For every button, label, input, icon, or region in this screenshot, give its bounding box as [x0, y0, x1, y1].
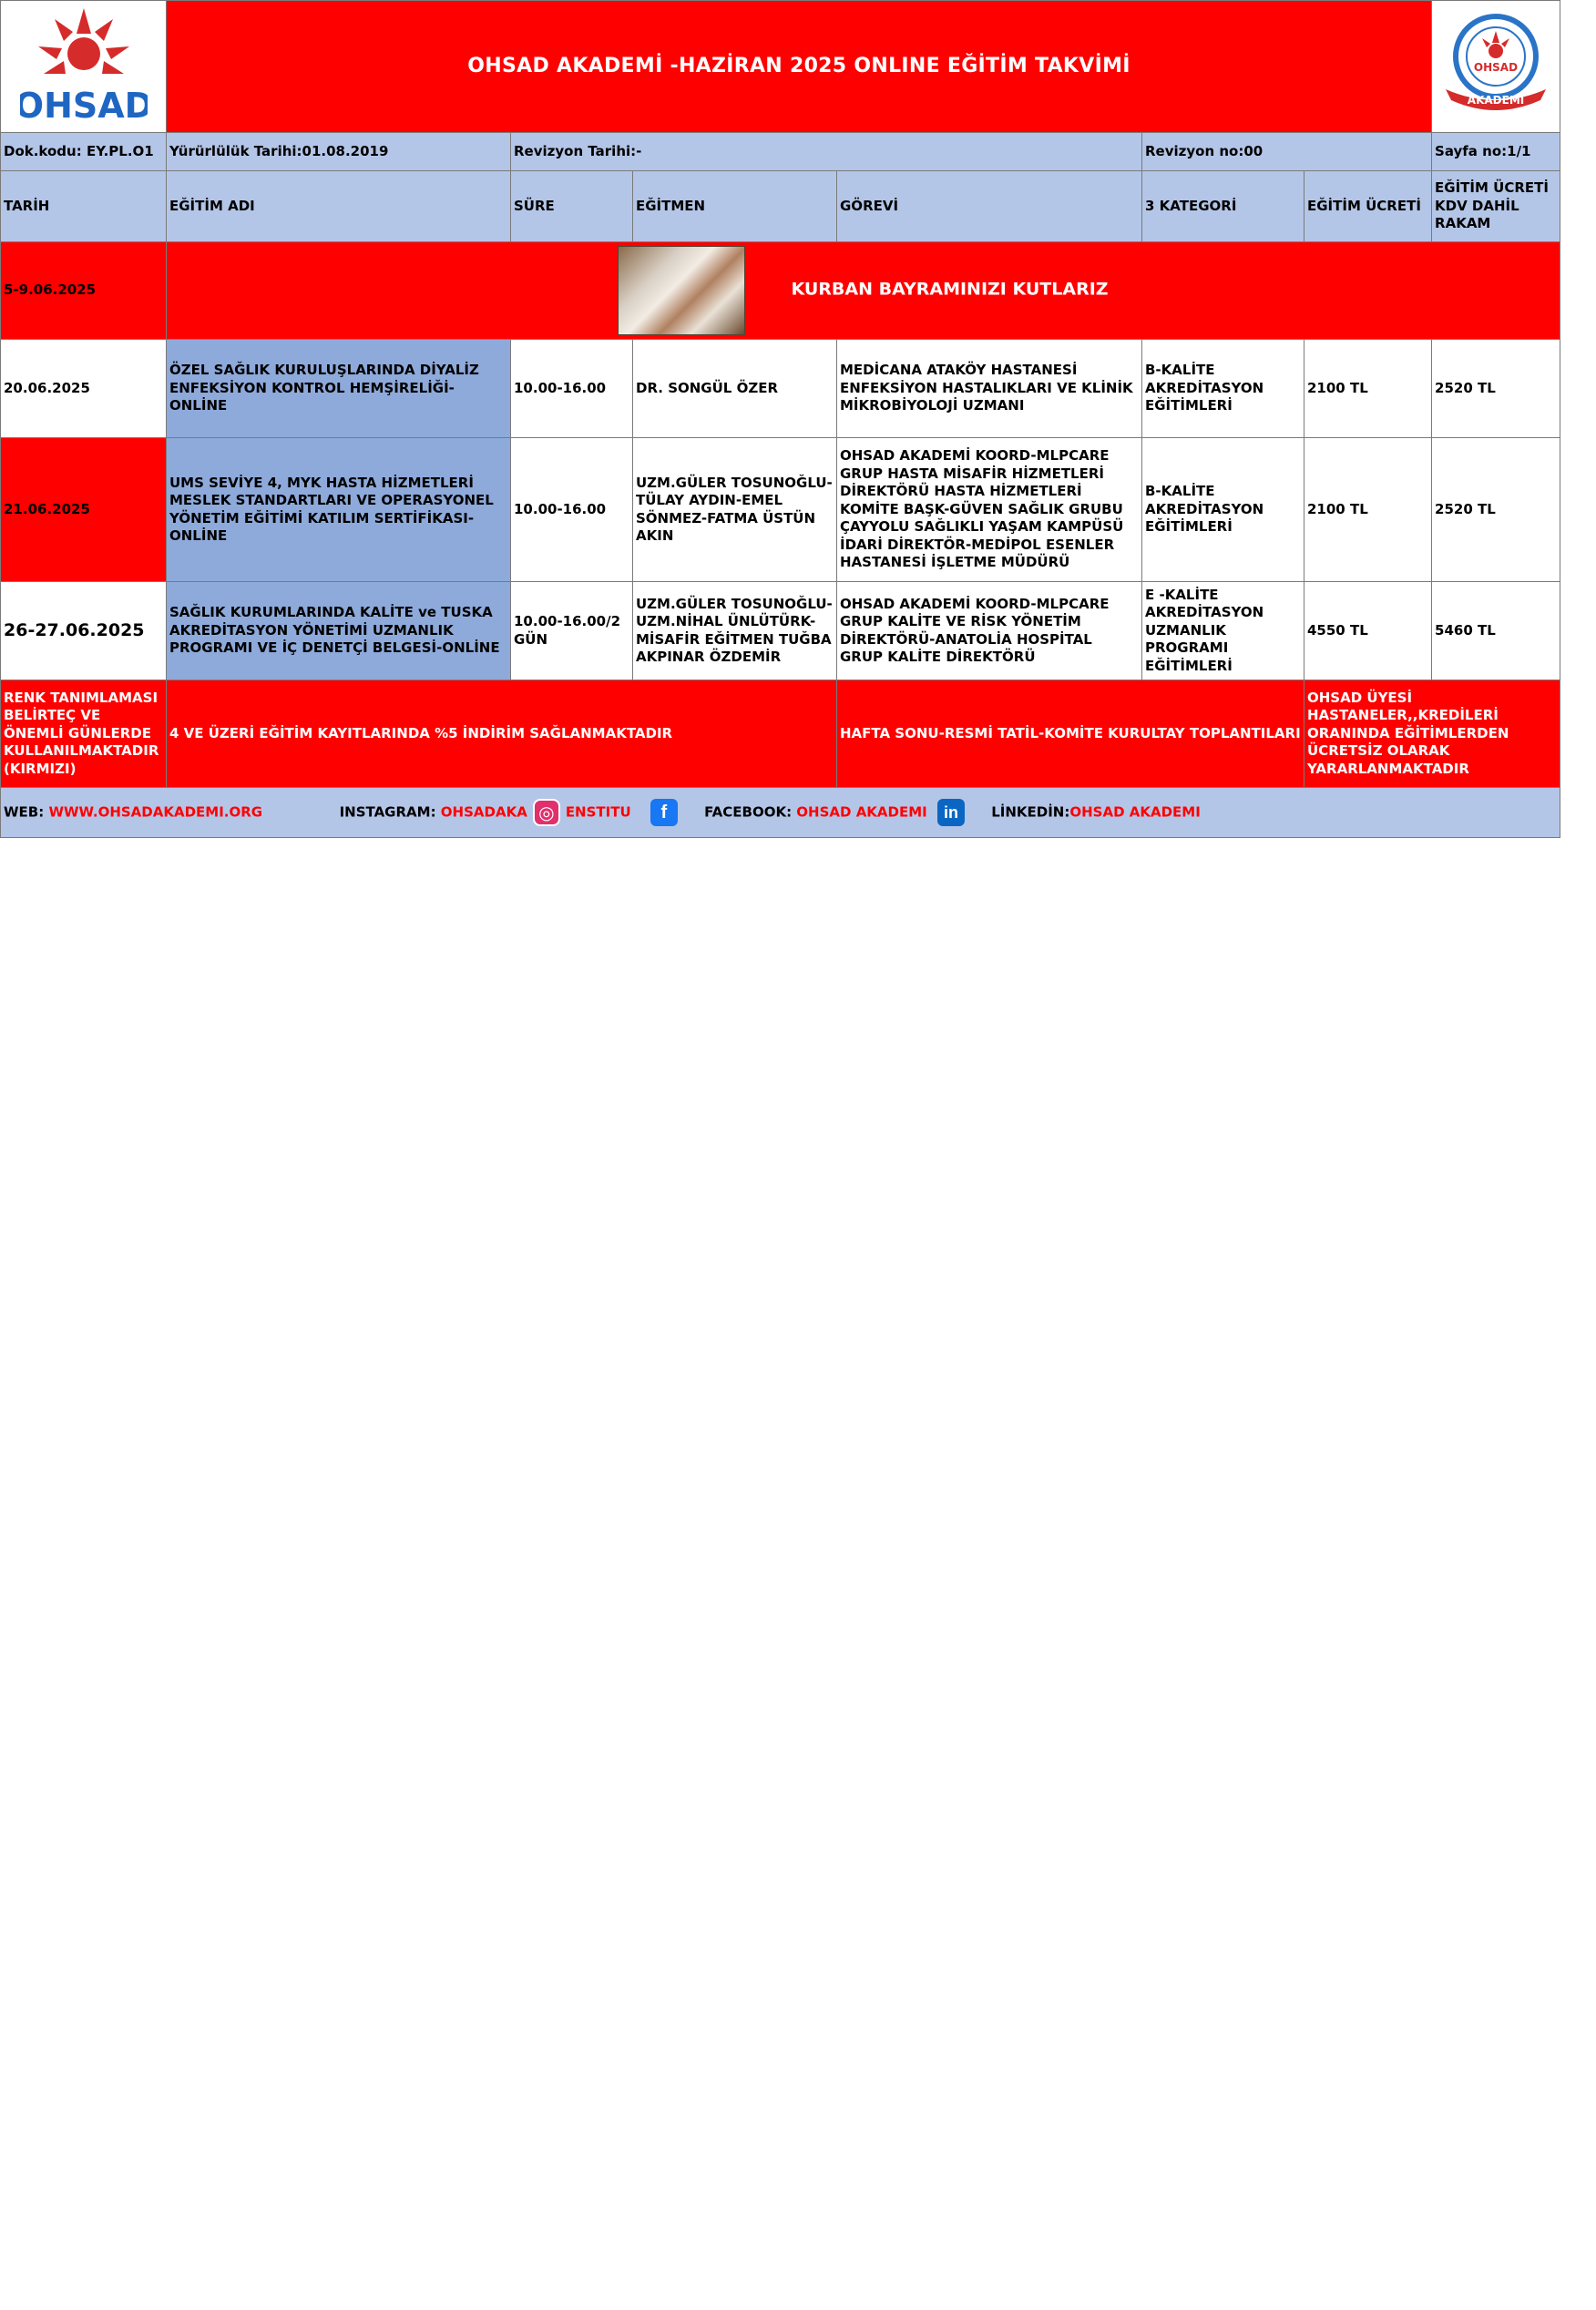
linkedin-link[interactable]: OHSAD AKADEMI — [1069, 803, 1201, 821]
linkedin-icon[interactable]: in — [937, 799, 965, 826]
member-note: OHSAD ÜYESİ HASTANELER,,KREDİLERİ ORANINDA EĞİTİMLERDEN ÜCRETSİZ OLARAK YARARLANMAKTADIR — [1304, 680, 1560, 788]
row-category: B-KALİTE AKREDİTASYON EĞİTİMLERİ — [1142, 340, 1304, 438]
row-trainer: UZM.GÜLER TOSUNOĞLU-TÜLAY AYDIN-EMEL SÖNMEZ-FATMA ÜSTÜN AKIN — [633, 438, 837, 582]
col-header-duration: SÜRE — [511, 171, 633, 242]
row-duration: 10.00-16.00 — [511, 340, 633, 438]
svg-text:AKADEMİ: AKADEMİ — [1467, 94, 1525, 107]
table-row — [1, 340, 1560, 438]
table-row — [1, 582, 1560, 680]
training-calendar-table — [0, 0, 1560, 838]
instagram-link-part2[interactable]: ENSTITU — [565, 803, 631, 821]
row-trainer: DR. SONGÜL ÖZER — [633, 340, 837, 438]
sheep-photo — [618, 246, 745, 335]
facebook-link[interactable]: OHSAD AKADEMI — [796, 803, 927, 821]
discount-note: 4 VE ÜZERİ EĞİTİM KAYITLARINDA %5 İNDİRİM SAĞLANMAKTADIR — [167, 680, 837, 788]
row-duration: 10.00-16.00/2 GÜN — [511, 582, 633, 680]
row-training-name: SAĞLIK KURUMLARINDA KALİTE ve TUSKA AKREDİTASYON YÖNETİMİ UZMANLIK PROGRAMI VE İÇ DENETÇİ BELGESİ-ONLİNE — [167, 582, 511, 680]
row-date: 26-27.06.2025 — [1, 582, 167, 680]
row-fee-vat: 2520 TL — [1432, 438, 1560, 582]
col-header-category: 3 KATEGORİ — [1142, 171, 1304, 242]
col-header-training-name: EĞİTİM ADI — [167, 171, 511, 242]
page-no: Sayfa no:1/1 — [1432, 133, 1560, 171]
row-role: OHSAD AKADEMİ KOORD-MLPCARE GRUP KALİTE VE RİSK YÖNETİM DİREKTÖRÜ-ANATOLİA HOSPİTAL GRUP KALİTE DİREKTÖRÜ — [837, 582, 1142, 680]
web-link[interactable]: WWW.OHSADAKADEMI.ORG — [48, 803, 263, 821]
row-fee: 2100 TL — [1304, 438, 1432, 582]
facebook-label: FACEBOOK: — [704, 803, 797, 821]
color-legend-note: RENK TANIMLAMASI BELİRTEÇ VE ÖNEMLİ GÜNLERDE KULLANILMAKTADIR (KIRMIZI) — [1, 680, 167, 788]
ohsad-akademi-seal-icon — [1437, 9, 1555, 118]
svg-text:OHSAD: OHSAD — [19, 86, 148, 127]
row-training-name: UMS SEVİYE 4, MYK HASTA HİZMETLERİ MESLEK STANDARTLARI VE OPERASYONEL YÖNETİM EĞİTİMİ KATILIM SERTİFİKASI-ONLİNE — [167, 438, 511, 582]
row-category: E -KALİTE AKREDİTASYON UZMANLIK PROGRAMI EĞİTİMLERİ — [1142, 582, 1304, 680]
col-header-fee: EĞİTİM ÜCRETİ — [1304, 171, 1432, 242]
linkedin-label: LİNKEDİN: — [991, 803, 1070, 821]
holiday-date: 5-9.06.2025 — [1, 242, 167, 340]
row-duration: 10.00-16.00 — [511, 438, 633, 582]
row-fee: 4550 TL — [1304, 582, 1432, 680]
social-links-bar — [1, 788, 1560, 838]
page-title: OHSAD AKADEMİ -HAZİRAN 2025 ONLINE EĞİTİM TAKVİMİ — [167, 1, 1432, 133]
effective-date: Yürürlülük Tarihi:01.08.2019 — [167, 133, 511, 171]
instagram-link-part1[interactable]: OHSADAKA — [440, 803, 527, 821]
facebook-icon[interactable]: f — [650, 799, 678, 826]
row-training-name: ÖZEL SAĞLIK KURULUŞLARINDA DİYALİZ ENFEKSİYON KONTROL HEMŞİRELİĞİ-ONLİNE — [167, 340, 511, 438]
revision-date: Revizyon Tarihi:- — [511, 133, 1142, 171]
row-fee-vat: 5460 TL — [1432, 582, 1560, 680]
row-fee: 2100 TL — [1304, 340, 1432, 438]
row-role: OHSAD AKADEMİ KOORD-MLPCARE GRUP HASTA MİSAFİR HİZMETLERİ DİREKTÖRÜ HASTA HİZMETLERİ KOMİTE BAŞK-GÜVEN SAĞLIK GRUBU ÇAYYOLU SAĞLIKLI YAŞAM KAMPÜSÜ İDARİ DİREKTÖR-MEDİPOL ESENLER HASTANESİ İŞLETME MÜDÜRÜ — [837, 438, 1142, 582]
svg-text:OHSAD: OHSAD — [1473, 61, 1519, 75]
col-header-trainer: EĞİTMEN — [633, 171, 837, 242]
col-header-date: TARİH — [1, 171, 167, 242]
ohsad-logo-icon — [20, 1, 148, 127]
row-date: 20.06.2025 — [1, 340, 167, 438]
row-date: 21.06.2025 — [1, 438, 167, 582]
revision-no: Revizyon no:00 — [1142, 133, 1432, 171]
doc-code: Dok.kodu: EY.PL.O1 — [1, 133, 167, 171]
table-row — [1, 438, 1560, 582]
ohsad-logo-cell — [1, 1, 167, 133]
row-category: B-KALİTE AKREDİTASYON EĞİTİMLERİ — [1142, 438, 1304, 582]
row-trainer: UZM.GÜLER TOSUNOĞLU-UZM.NİHAL ÜNLÜTÜRK-MİSAFİR EĞİTMEN TUĞBA AKPINAR ÖZDEMİR — [633, 582, 837, 680]
row-fee-vat: 2520 TL — [1432, 340, 1560, 438]
col-header-role: GÖREVİ — [837, 171, 1142, 242]
instagram-label: INSTAGRAM: — [339, 803, 441, 821]
ohsad-akademi-seal-cell — [1432, 1, 1560, 133]
holiday-banner — [167, 242, 1560, 340]
holiday-text: KURBAN BAYRAMINIZI KUTLARIZ — [791, 279, 1109, 300]
weekend-note: HAFTA SONU-RESMİ TATİL-KOMİTE KURULTAY TOPLANTILARI — [837, 680, 1304, 788]
instagram-icon[interactable]: ◎ — [533, 799, 560, 826]
row-role: MEDİCANA ATAKÖY HASTANESİ ENFEKSİYON HASTALIKLARI VE KLİNİK MİKROBİYOLOJİ UZMANI — [837, 340, 1142, 438]
col-header-fee-vat: EĞİTİM ÜCRETİ KDV DAHİL RAKAM — [1432, 171, 1560, 242]
web-label: WEB: — [4, 803, 49, 821]
